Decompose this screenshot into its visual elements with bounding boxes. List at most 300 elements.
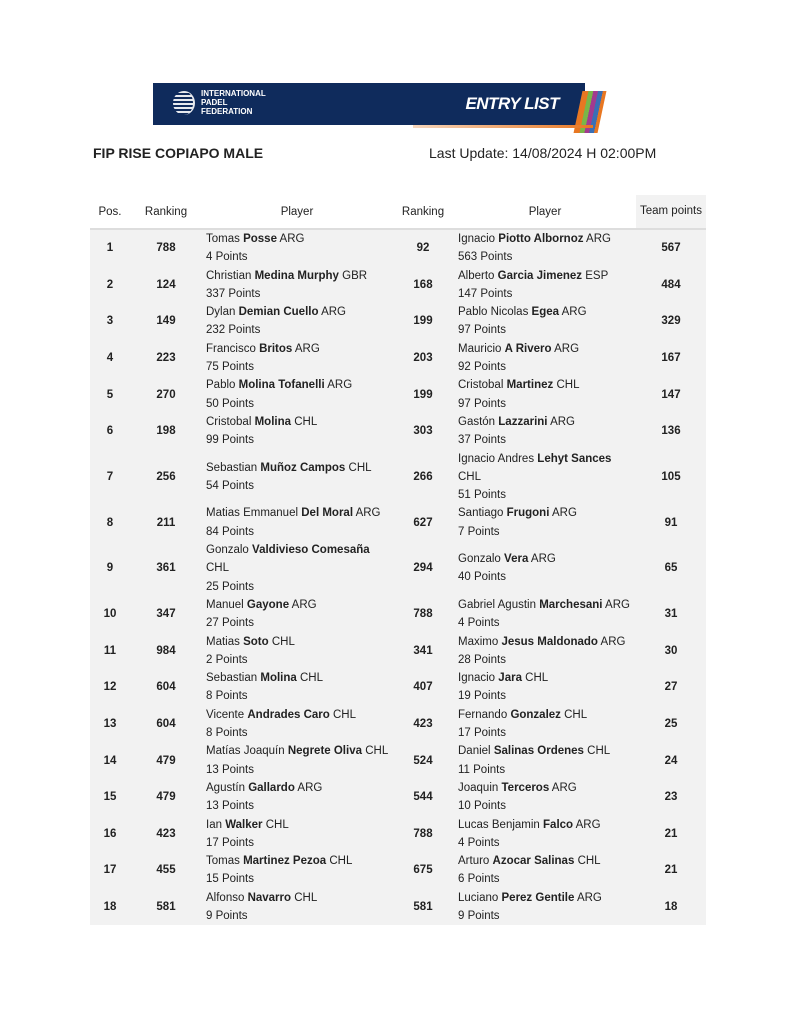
player-name [458, 816, 636, 834]
player-name [458, 889, 636, 907]
player-name [458, 669, 636, 687]
player-points: 92 Points [458, 361, 506, 374]
player-name [206, 852, 392, 870]
team-points: 25 [664, 718, 678, 731]
first-name: Pablo Nicolas [458, 306, 529, 319]
ranking-2: 303 [413, 425, 433, 438]
ranking-1: 604 [156, 718, 176, 731]
ranking-1: 256 [156, 471, 176, 483]
player-cell [454, 541, 636, 596]
table-row [90, 413, 706, 450]
last-name: Martinez [506, 379, 554, 392]
first-name: Maximo [458, 635, 499, 648]
player-points: 17 Points [458, 727, 506, 740]
table-row [90, 852, 706, 889]
player-cell [454, 413, 636, 450]
position: 18 [103, 900, 117, 913]
team-points: 329 [661, 315, 681, 328]
player-name [458, 504, 636, 522]
ranking-1: 149 [156, 315, 176, 328]
country: CHL [206, 562, 230, 575]
country: CHL [265, 818, 289, 831]
player-name [458, 413, 636, 431]
country: ARG [321, 306, 346, 319]
last-name: Lehyt Sances [537, 452, 612, 465]
ranking-1: 198 [156, 425, 176, 438]
last-name: Jara [498, 672, 522, 685]
first-name: Tomas [206, 855, 240, 868]
table-row [90, 596, 706, 633]
country: CHL [271, 635, 295, 648]
ranking-2: 423 [413, 718, 433, 731]
position: 9 [106, 562, 114, 575]
player-name [206, 459, 392, 477]
player-name [458, 852, 636, 870]
team-points: 27 [664, 681, 678, 694]
country: ARG [550, 415, 575, 428]
player-points: 13 Points [206, 800, 254, 813]
table-row [90, 742, 706, 779]
country: CHL [333, 708, 357, 721]
table-row [90, 229, 706, 267]
table-row [90, 541, 706, 596]
table-row [90, 340, 706, 377]
first-name: Christian [206, 269, 252, 282]
team-points: 24 [664, 754, 678, 767]
ranking-2: 407 [413, 681, 433, 694]
last-name: Gallardo [248, 781, 295, 794]
player-name [458, 340, 636, 358]
country: ARG [576, 891, 602, 904]
first-name: Sebastian [206, 672, 258, 685]
last-name: Lazzarini [498, 415, 548, 428]
position: 1 [106, 242, 114, 255]
last-name: Terceros [501, 781, 550, 794]
last-update: Last Update: 14/08/2024 H 02:00PM [429, 145, 657, 161]
banner-title: ENTRY LIST [465, 94, 559, 113]
first-name: Ignacio Andres [458, 452, 535, 465]
player-cell [202, 303, 392, 340]
tournament-title: FIP RISE COPIAPO MALE [93, 145, 264, 161]
last-name: Andrades Caro [247, 708, 330, 721]
player-points: 8 Points [206, 690, 248, 703]
table-row [90, 669, 706, 706]
player-name [206, 889, 392, 907]
table-row [90, 504, 706, 541]
country: CHL [577, 855, 601, 868]
org-name: INTERNATIONAL PADEL FEDERATION [201, 89, 266, 116]
ranking-2: 544 [413, 791, 433, 804]
player-points: 8 Points [206, 727, 248, 740]
player-cell [454, 633, 636, 670]
player-cell [454, 706, 636, 743]
first-name: Cristobal [458, 379, 504, 392]
country: ARG [586, 233, 611, 245]
player-points: 337 Points [206, 287, 261, 300]
player-points: 15 Points [206, 873, 254, 886]
country: CHL [365, 745, 389, 758]
player-name [206, 779, 392, 797]
player-points: 84 Points [206, 525, 254, 538]
player-name [206, 669, 392, 687]
first-name: Gonzalo [206, 544, 249, 557]
ranking-2: 92 [416, 242, 430, 255]
player-points: 25 Points [206, 580, 254, 593]
last-name: Posse [243, 233, 277, 245]
first-name: Tomas [206, 233, 240, 245]
player-cell [454, 816, 636, 853]
padel-ball-icon [173, 91, 195, 115]
player-name [206, 303, 392, 321]
ranking-2: 524 [413, 754, 433, 767]
first-name: Ian [206, 818, 222, 831]
player-points: 147 Points [458, 287, 513, 300]
last-name: Azocar Salinas [492, 855, 575, 868]
player-name [206, 816, 392, 834]
player-cell [454, 376, 636, 413]
first-name: Francisco [206, 342, 256, 355]
first-name: Arturo [458, 855, 490, 868]
first-name: Pablo [206, 379, 236, 392]
last-name: Piotto Albornoz [498, 233, 584, 245]
first-name: Matias Emmanuel [206, 507, 299, 520]
country: CHL [329, 855, 353, 868]
ranking-1: 211 [156, 516, 176, 529]
header-banner [153, 83, 605, 127]
player-cell [454, 889, 636, 926]
first-name: Gonzalo [458, 553, 501, 566]
first-name: Sebastian [206, 461, 258, 474]
country: ARG [605, 598, 630, 611]
country: CHL [564, 708, 588, 721]
player-name [206, 742, 392, 760]
first-name: Mauricio [458, 342, 502, 355]
table-header [90, 195, 706, 229]
player-cell [454, 267, 636, 304]
player-cell [202, 450, 392, 505]
player-name [458, 706, 636, 724]
country: ARG [297, 781, 323, 794]
country: ARG [291, 598, 317, 611]
player-points: 9 Points [458, 909, 500, 922]
last-name: Perez Gentile [501, 891, 575, 904]
first-name: Lucas Benjamin [458, 818, 540, 831]
first-name: Gastón [458, 415, 496, 428]
player-cell [202, 376, 392, 413]
team-points: 65 [664, 562, 678, 575]
last-name: Gonzalez [510, 708, 561, 721]
player-points: 99 Points [206, 434, 254, 447]
position: 17 [103, 864, 117, 877]
country: ARG [554, 342, 580, 355]
last-name: Martinez Pezoa [243, 855, 327, 868]
first-name: Matías Joaquín [206, 745, 285, 758]
ranking-1: 270 [156, 388, 176, 401]
player-name [458, 376, 636, 394]
last-name: Gayone [246, 598, 290, 611]
last-name: Garcia Jimenez [497, 269, 583, 282]
ranking-1: 223 [156, 352, 176, 365]
player-name [458, 596, 636, 614]
player-points: 13 Points [206, 763, 254, 776]
last-name: Medina Murphy [254, 269, 339, 282]
first-name: Manuel [206, 598, 244, 611]
player-points: 232 Points [206, 324, 261, 337]
last-name: Molina [254, 415, 292, 428]
player-name [458, 267, 636, 285]
ranking-1: 479 [156, 791, 176, 804]
position: 10 [103, 608, 117, 621]
player-name [458, 230, 636, 248]
player-name [206, 230, 392, 248]
team-points: 30 [664, 644, 678, 657]
col-ranking-1: Ranking [144, 205, 188, 218]
team-points: 23 [664, 791, 678, 804]
first-name: Daniel [458, 745, 491, 758]
country: ARG [551, 781, 577, 794]
table-row [90, 633, 706, 670]
first-name: Matias [206, 635, 240, 648]
team-points: 18 [664, 900, 678, 913]
player-name [206, 596, 392, 614]
player-points: 28 Points [458, 653, 506, 666]
position: 14 [103, 754, 117, 767]
player-cell [454, 742, 636, 779]
country: ESP [585, 269, 609, 282]
player-points: 97 Points [458, 324, 506, 337]
player-cell [454, 303, 636, 340]
first-name: Vicente [206, 708, 245, 721]
first-name: Ignacio [458, 233, 496, 245]
table-row [90, 706, 706, 743]
ranking-1: 361 [156, 562, 176, 575]
table-row [90, 889, 706, 926]
table-row [90, 267, 706, 304]
first-name: Dylan [206, 306, 236, 319]
player-points: 75 Points [206, 361, 254, 374]
player-cell [202, 504, 392, 541]
player-points: 54 Points [206, 480, 254, 492]
last-name: Marchesani [539, 598, 603, 611]
col-team-points: Team points [636, 195, 706, 229]
last-name: Britos [259, 342, 293, 355]
last-name: Soto [243, 635, 269, 648]
position: 11 [103, 644, 117, 657]
last-name: Egea [531, 306, 560, 319]
last-name: Navarro [247, 891, 292, 904]
ranking-1: 423 [156, 827, 176, 840]
country: GBR [342, 269, 368, 282]
player-cell [202, 340, 392, 377]
player-cell [202, 889, 392, 926]
last-name: Del Moral [301, 507, 354, 520]
player-name [206, 633, 392, 651]
player-name [458, 779, 636, 797]
ranking-2: 788 [413, 827, 433, 840]
last-name: Frugoni [506, 507, 550, 520]
first-name: Alfonso [206, 891, 245, 904]
player-cell [454, 504, 636, 541]
ranking-2: 199 [413, 315, 433, 328]
position: 5 [106, 388, 114, 401]
country: ARG [327, 379, 353, 392]
player-cell [202, 669, 392, 706]
last-name: Demian Cuello [238, 306, 319, 319]
player-cell [202, 413, 392, 450]
first-name: Fernando [458, 708, 508, 721]
player-name [206, 267, 392, 285]
last-name: Valdivieso Comesaña [252, 544, 370, 557]
position: 13 [103, 718, 117, 731]
ranking-1: 581 [156, 900, 176, 913]
player-points: 4 Points [206, 251, 248, 264]
ranking-2: 341 [413, 644, 433, 657]
table-row [90, 816, 706, 853]
first-name: Ignacio [458, 672, 496, 685]
country: ARG [575, 818, 601, 831]
first-name: Santiago [458, 507, 504, 520]
ranking-1: 788 [156, 242, 176, 255]
player-name [458, 303, 636, 321]
player-name [206, 706, 392, 724]
country: ARG [561, 306, 587, 319]
country: CHL [556, 379, 580, 392]
last-name: Salinas Ordenes [493, 745, 584, 758]
ranking-1: 455 [156, 864, 176, 877]
player-name [206, 413, 392, 431]
first-name: Cristobal [206, 415, 252, 428]
col-ranking-2: Ranking [401, 205, 445, 218]
ranking-2: 168 [413, 278, 433, 291]
ranking-2: 199 [413, 388, 433, 401]
country: CHL [299, 672, 323, 685]
player-points: 37 Points [458, 434, 506, 447]
position: 15 [103, 791, 117, 804]
player-cell [202, 267, 392, 304]
position: 3 [106, 315, 114, 328]
player-cell [202, 852, 392, 889]
position: 4 [106, 352, 114, 365]
player-cell [454, 669, 636, 706]
player-cell [454, 450, 636, 505]
ranking-1: 124 [156, 278, 176, 291]
player-points: 563 Points [458, 251, 513, 264]
country: CHL [525, 672, 549, 685]
player-points: 51 Points [458, 489, 506, 502]
first-name: Luciano [458, 891, 499, 904]
player-points: 40 Points [458, 571, 506, 584]
player-cell [454, 596, 636, 633]
table-row [90, 303, 706, 340]
banner-underline [413, 125, 593, 128]
team-points: 484 [661, 278, 681, 291]
ranking-2: 203 [413, 352, 433, 365]
country: CHL [294, 891, 318, 904]
player-name [206, 504, 392, 522]
last-name: Vera [504, 553, 529, 566]
entry-table [90, 195, 706, 925]
player-points: 6 Points [458, 873, 500, 886]
country: ARG [355, 507, 381, 520]
last-name: Molina Tofanelli [238, 379, 325, 392]
player-name [206, 541, 392, 578]
col-player-1: Player [280, 205, 314, 218]
player-points: 2 Points [206, 653, 248, 666]
country: ARG [551, 507, 577, 520]
player-cell [202, 596, 392, 633]
country: CHL [458, 470, 482, 483]
ranking-2: 294 [413, 562, 433, 575]
team-points: 21 [664, 827, 678, 840]
player-points: 10 Points [458, 800, 506, 813]
first-name: Gabriel Agustin [458, 598, 536, 611]
player-name [206, 376, 392, 394]
ranking-1: 984 [156, 644, 176, 657]
player-points: 4 Points [458, 617, 500, 630]
ranking-1: 604 [156, 681, 176, 694]
player-points: 7 Points [458, 525, 500, 538]
team-points: 31 [664, 608, 678, 621]
team-points: 105 [661, 471, 681, 483]
player-name [458, 633, 636, 651]
fip-logo [173, 89, 266, 116]
player-cell [454, 852, 636, 889]
last-name: Negrete Oliva [287, 745, 362, 758]
player-name [458, 742, 636, 760]
position: 2 [106, 278, 114, 291]
country: CHL [587, 745, 611, 758]
player-points: 9 Points [206, 909, 248, 922]
ranking-2: 627 [413, 516, 433, 529]
player-points: 17 Points [206, 836, 254, 849]
last-name: Molina [260, 672, 297, 685]
ranking-2: 675 [413, 864, 433, 877]
table-row [90, 450, 706, 505]
table-row [90, 376, 706, 413]
first-name: Joaquin [458, 781, 499, 794]
country: ARG [294, 342, 320, 355]
player-name [206, 340, 392, 358]
player-cell [202, 779, 392, 816]
ranking-2: 581 [413, 900, 433, 913]
last-name: Falco [543, 818, 574, 831]
first-name: Agustín [206, 781, 245, 794]
team-points: 147 [661, 388, 681, 401]
player-cell [202, 706, 392, 743]
last-name: Jesus Maldonado [501, 635, 598, 648]
country: ARG [279, 233, 305, 245]
col-pos: Pos. [98, 205, 122, 218]
player-cell [454, 340, 636, 377]
team-points: 21 [664, 864, 678, 877]
first-name: Alberto [458, 269, 495, 282]
player-cell [202, 816, 392, 853]
team-points: 567 [661, 242, 681, 255]
country: CHL [294, 415, 318, 428]
player-points: 19 Points [458, 690, 506, 703]
table-row [90, 779, 706, 816]
player-name [458, 450, 636, 487]
col-player-2: Player [528, 205, 562, 218]
ranking-1: 479 [156, 754, 176, 767]
player-cell [202, 229, 392, 267]
team-points: 167 [661, 352, 681, 365]
position: 7 [106, 471, 114, 483]
last-name: Walker [225, 818, 263, 831]
player-points: 11 Points [458, 763, 506, 776]
position: 8 [106, 516, 114, 529]
position: 6 [106, 425, 114, 438]
